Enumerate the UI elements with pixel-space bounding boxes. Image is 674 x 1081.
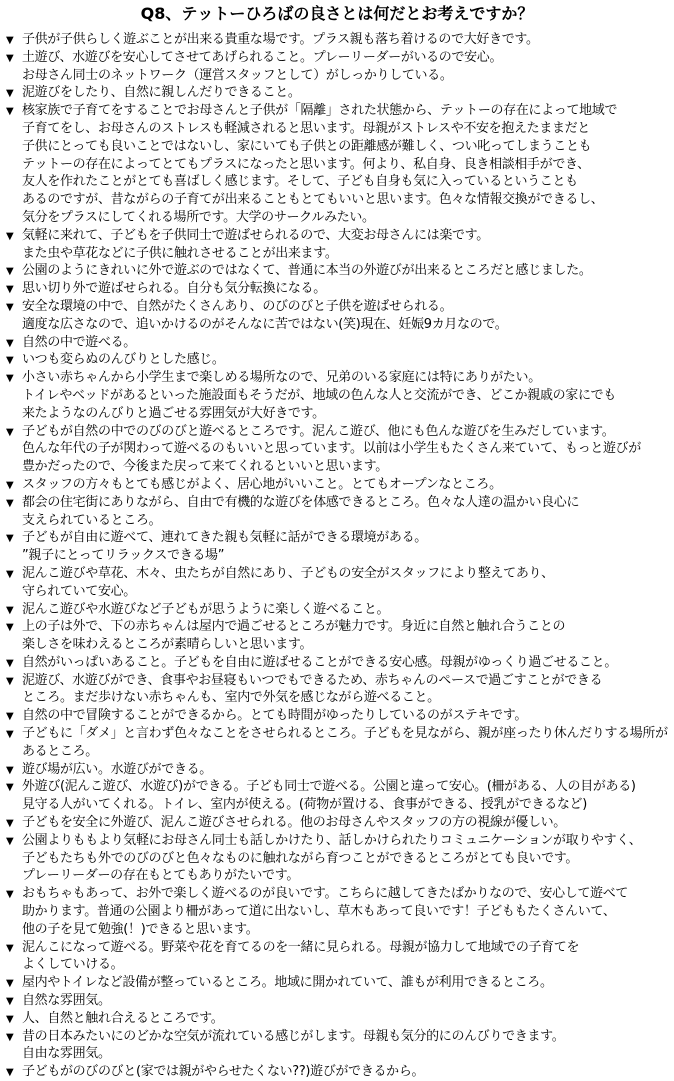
answer-line: 色んな年代の子が関わって遊べるのもいいと思っています。以前は小学生もたくさん来ていて、もっと遊びが	[22, 441, 642, 457]
answer-line: 子どもが自由に遊べて、連れてきた親も気軽に話ができる環境がある。	[22, 530, 427, 546]
answer-line: 公園のようにきれいに外で遊ぶのではなくて、普通に本当の外遊びが出来るところだと感じました。	[22, 263, 592, 279]
answer-line: また虫や草花などに子供に触れさせることが出来ます。	[22, 245, 338, 261]
bullet-triangle-icon: ▼	[6, 355, 14, 367]
answer-item	[6, 974, 670, 992]
answer-line: 子育てをし、お母さんのストレスも軽減されると思います。母親がストレスや不安を抱えたままだと	[22, 120, 590, 136]
answer-item	[6, 49, 670, 85]
answer-line: あるところ。	[22, 743, 98, 759]
answer-item	[6, 262, 670, 280]
answer-item	[6, 84, 670, 102]
bullet-triangle-icon: ▼	[6, 533, 14, 545]
answer-line: テットーの存在によってとてもプラスになったと思います。何より、私自身、良き相談相手ができ、	[22, 156, 590, 172]
answer-line: ”親子にとってリラックスできる場”	[22, 548, 225, 564]
bullet-triangle-icon: ▼	[6, 622, 14, 634]
bullet-triangle-icon: ▼	[6, 835, 14, 847]
answer-line: 自然の中で遊べる。	[22, 334, 136, 350]
answer-line: 泥んこになって遊べる。野菜や花を育てるのを一緒に見られる。母親が協力して地域での子育てを	[22, 939, 580, 955]
answer-line: 他の子を見て勉強(！)できると思います。	[22, 921, 259, 937]
answer-item	[6, 654, 670, 672]
answer-item	[6, 423, 670, 476]
answer-line: 子どもを安全に外遊び、泥んこ遊びさせられる。他のお母さんやスタッフの方の視線が優しい。	[22, 815, 566, 831]
answer-line: いつも変らぬのんびりとした感じ。	[22, 352, 225, 368]
answer-line: 来たようなのんびりと過ごせる雰囲気が大好きです。	[22, 405, 325, 421]
answer-item	[6, 601, 670, 619]
answer-line: 気軽に来れて、子どもを子供同士で遊ばせられるので、大変お母さんには楽です。	[22, 227, 489, 243]
answer-item	[6, 885, 670, 938]
answer-line: 都会の住宅街にありながら、自由で有機的な遊びを体感できるところ。色々な人達の温かい良心に	[22, 494, 580, 510]
answer-item	[6, 102, 670, 227]
answer-item	[6, 1063, 670, 1081]
page-title: Q8、テットーひろばの良さとは何だとお考えですか？	[140, 4, 534, 23]
answer-item	[6, 1010, 670, 1028]
answer-line: 泥遊びをしたり、自然に親しんだりできること。	[22, 85, 301, 101]
answer-line: 支えられているところ。	[22, 512, 162, 528]
bullet-triangle-icon: ▼	[6, 568, 14, 580]
bullet-triangle-icon: ▼	[6, 942, 14, 954]
answer-line: トイレやベッドがあるといった施設面もそうだが、地域の色んな人と交流ができ、どこか親戚の家にでも	[22, 387, 616, 403]
answer-line: 適度な広さなので、追いかけるのがそんなに苦ではない(笑)現在、妊娠9カ月なので。	[22, 316, 508, 332]
answer-line: 子どもたちも外でのびのびと色々なものに触れながら育つことができるところがとても良いです。	[22, 850, 579, 866]
answer-line: 子どもに「ダメ」と言わず色々なことをさせられるところ。子どもを見ながら、親が座ったり休んだりする場所が	[22, 726, 668, 742]
bullet-triangle-icon: ▼	[6, 604, 14, 616]
answer-item	[6, 725, 670, 761]
answer-line: 子どもが自然の中でのびのびと遊べるところです。泥んこ遊び、他にも色んな遊びを生みだしています。	[22, 423, 615, 439]
bullet-triangle-icon: ▼	[6, 818, 14, 830]
answer-line: 人、自然と触れ合えるところです。	[22, 1010, 224, 1026]
answer-item	[6, 618, 670, 654]
answer-line: 友人を作れたことがとても喜ばしく感じます。そして、子ども自身も気に入っているということも	[22, 174, 578, 190]
answer-line: スタッフの方々もとても感じがよく、居心地がいいこと。とてもオープンなところ。	[22, 476, 502, 492]
answer-line: おもちゃもあって、お外で楽しく遊べるのが良いです。こちらに越してきたばかりなので、安心して遊べて	[22, 886, 629, 902]
answer-line: プレーリーダーの存在もとてもありがたいです。	[22, 868, 300, 884]
bullet-triangle-icon: ▼	[6, 729, 14, 741]
answer-item	[6, 351, 670, 369]
bullet-triangle-icon: ▼	[6, 426, 14, 438]
answer-line: 泥んこ遊びや水遊びなど子どもが思うように楽しく遊べること。	[22, 601, 390, 617]
answer-line: 自然な雰囲気。	[22, 993, 111, 1009]
answer-list	[6, 31, 670, 1081]
bullet-triangle-icon: ▼	[6, 106, 14, 118]
bullet-triangle-icon: ▼	[6, 1013, 14, 1025]
answer-item	[6, 832, 670, 885]
answer-line: 子供にとっても良いことではないし、家にいても子供との距離感が難しく、つい叱ってしまうことも	[22, 138, 592, 154]
bullet-triangle-icon: ▼	[6, 337, 14, 349]
answer-item	[6, 369, 670, 422]
answer-line: お母さん同士のネットワーク（運営スタッフとして）がしっかりしている。	[22, 67, 453, 83]
bullet-triangle-icon: ▼	[6, 373, 14, 385]
answer-line: 泥遊び、水遊びができ、食事やお昼寝もいつでもできるため、赤ちゃんのペースで過ごすことができる	[22, 672, 603, 688]
answer-line: 土遊び、水遊びを安心してさせてあげられること。プレーリーダーがいるので安心。	[22, 49, 503, 65]
answer-line: あるのですが、昔ながらの子育てが出来ることもとてもいいと思います。色々な情報交換ができるし、	[22, 192, 604, 208]
answer-line: 屋内やトイレなど設備が整っているところ。地域に開かれていて、誰もが利用できるところ。	[22, 975, 553, 991]
answer-item	[6, 529, 670, 565]
answer-line: 公園よりももより気軽にお母さん同士も話しかけたり、話しかけられたりコミュニケーションが取りやすく、	[22, 832, 642, 848]
answer-line: 自由な雰囲気。	[22, 1046, 111, 1062]
answer-line: 思い切り外で遊ばせられる。自分も気分転換になる。	[22, 281, 326, 297]
answer-item	[6, 227, 670, 263]
answer-item	[6, 1028, 670, 1064]
answer-line: 守られていて安心。	[22, 583, 136, 599]
answer-item	[6, 280, 670, 298]
answer-line: 見守る人がいてくれる。トイレ、室内が使える。(荷物が置ける、食事ができる、授乳ができるなど)	[22, 797, 587, 813]
bullet-triangle-icon: ▼	[6, 35, 14, 46]
answer-line: 助かります。普通の公園より柵があって道に出ないし、草木もあって良いです！子どももたくさんいて、	[22, 904, 616, 920]
answer-item	[6, 707, 670, 725]
answer-line: 核家族で子育てをすることでお母さんと子供が「隔離」された状態から、テットーの存在によって地域で	[22, 103, 618, 119]
answer-item	[6, 476, 670, 494]
answer-line: 泥んこ遊びや草花、木々、虫たちが自然にあり、子どもの安全がスタッフにより整えてあり、	[22, 565, 554, 581]
bullet-triangle-icon: ▼	[6, 301, 14, 313]
bullet-triangle-icon: ▼	[6, 479, 14, 491]
bullet-triangle-icon: ▼	[6, 1031, 14, 1043]
answer-line: よくしていける。	[22, 957, 124, 973]
answer-line: 昔の日本みたいにのどかな空気が流れている感じがします。母親も気分的にのんびりできます。	[22, 1028, 565, 1044]
answer-line: 気分をプラスにしてくれる場所です。大学のサークルみたい。	[22, 209, 375, 225]
answer-line: 豊かだったので、今後また戻って来てくれるといいと思います。	[22, 459, 388, 475]
answer-line: 外遊び(泥んこ遊び、水遊び)ができる。子ども同士で遊べる。公園と違って安心。(柵がある、人の目がある)	[22, 779, 636, 795]
answer-line: 自然の中で冒険することができるから。とても時間がゆったりしているのがステキです。	[22, 708, 528, 724]
answer-item	[6, 761, 670, 779]
bullet-triangle-icon: ▼	[6, 889, 14, 901]
answer-item	[6, 494, 670, 530]
answer-line: 小さい赤ちゃんから小学生まで楽しめる場所なので、兄弟のいる家庭には特にありがたい。	[22, 370, 541, 386]
bullet-triangle-icon: ▼	[6, 284, 14, 296]
answer-line: 楽しさを味わえるところが素晴らしいと思います。	[22, 637, 313, 653]
bullet-triangle-icon: ▼	[6, 675, 14, 687]
answer-item	[6, 672, 670, 708]
bullet-triangle-icon: ▼	[6, 266, 14, 278]
bullet-triangle-icon: ▼	[6, 230, 14, 242]
bullet-triangle-icon: ▼	[6, 978, 14, 990]
bullet-triangle-icon: ▼	[6, 996, 14, 1008]
answer-item	[6, 334, 670, 352]
bullet-triangle-icon: ▼	[6, 657, 14, 669]
bullet-triangle-icon: ▼	[6, 497, 14, 509]
answer-line: 安全な環境の中で、自然がたくさんあり、のびのびと子供を遊ばせられる。	[22, 298, 453, 314]
answer-item	[6, 814, 670, 832]
answer-line: 子どもがのびのびと(家では親がやらせたくない??)遊びができるから。	[22, 1064, 425, 1080]
answer-line: ところ。まだ歩けない赤ちゃんも、室内で外気を感じながら遊べること。	[22, 690, 440, 706]
answer-line: 子供が子供らしく遊ぶことが出来る貴重な場です。プラス親も落ち着けるので大好きです。	[22, 32, 539, 47]
answer-line: 遊び場が広い。水遊びができる。	[22, 761, 212, 777]
bullet-triangle-icon: ▼	[6, 764, 14, 776]
bullet-triangle-icon: ▼	[6, 711, 14, 723]
answer-item	[6, 298, 670, 334]
answer-line: 自然がいっぱいあること。子どもを自由に遊ばせることができる安心感。母親がゆっくり過ごせること。	[22, 654, 617, 670]
answer-line: 上の子は外で、下の赤ちゃんは屋内で過ごせるところが魅力です。身近に自然と触れ合うことの	[22, 619, 566, 635]
bullet-triangle-icon: ▼	[6, 88, 14, 100]
answer-item	[6, 778, 670, 814]
bullet-triangle-icon: ▼	[6, 52, 14, 64]
answer-item	[6, 992, 670, 1010]
bullet-triangle-icon: ▼	[6, 1067, 14, 1079]
answer-item	[6, 939, 670, 975]
answer-item	[6, 31, 670, 49]
answer-item	[6, 565, 670, 601]
bullet-triangle-icon: ▼	[6, 782, 14, 794]
